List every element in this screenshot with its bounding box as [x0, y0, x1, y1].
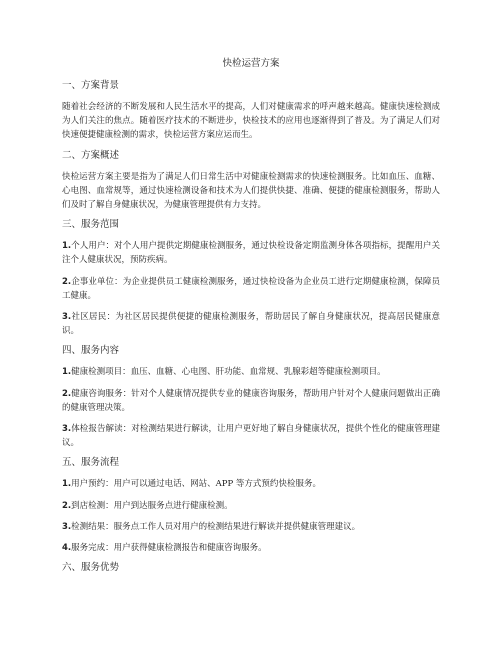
list-text: 体检报告解读：对检测结果进行解读，让用户更好地了解自身健康状况，提供个性化的健康管理建议。: [62, 424, 440, 449]
section-scope: [62, 219, 440, 338]
list-text: 到店检测：用户到达服务点进行健康检测。: [71, 500, 233, 511]
section-background: [62, 80, 440, 143]
section-content: [62, 345, 440, 450]
section-advantages: [62, 562, 440, 574]
section-heading: 五、服务流程: [62, 457, 120, 469]
list-number: 1.: [62, 367, 72, 378]
list-number: 1.: [62, 241, 72, 252]
list-number: 2.: [62, 500, 72, 511]
list-number: 4.: [62, 543, 72, 554]
list-item: [62, 477, 440, 491]
list-number: 2.: [62, 388, 72, 399]
paragraph: [62, 170, 440, 213]
document-title: 快检运营方案: [222, 58, 280, 69]
section-heading: 四、服务内容: [62, 345, 120, 357]
paragraph-text: 快检运营方案主要是指为了满足人们日常生活中对健康检测需求的快速检测服务。比如血压、血糖、心电图、血常规等，通过快速检测设备和技术为人们提供快捷、准确、便捷的健康检测服务，帮助人们及时了解自身健康状况，为健康管理提供有力支持。: [62, 171, 440, 211]
list-text: 企事业单位：为企业提供员工健康检测服务，通过快检设备为企业员工进行定期健康检测，保障员工健康。: [62, 276, 440, 301]
list-text: 个人用户：对个人用户提供定期健康检测服务，通过快检设备定期监测身体各项指标，提醒用户关注个人健康状况，预防疾病。: [62, 241, 440, 266]
list-item: [62, 275, 440, 303]
list-number: 3.: [62, 521, 72, 532]
section-heading: 三、服务范围: [62, 219, 120, 231]
list-item: [62, 541, 440, 555]
list-item: [62, 422, 440, 450]
list-number: 3.: [62, 424, 72, 435]
list-number: 1.: [62, 479, 72, 490]
list-text: 社区居民：为社区居民提供便捷的健康检测服务，帮助居民了解自身健康状况，提高居民健康意识。: [62, 312, 440, 337]
section-process: [62, 457, 440, 555]
list-item: [62, 365, 440, 379]
list-number: 2.: [62, 276, 72, 287]
section-heading: 一、方案背景: [62, 80, 120, 91]
list-text: 用户预约：用户可以通过电话、网站、APP 等方式预约快检服务。: [71, 479, 321, 490]
list-item: [62, 310, 440, 338]
section-overview: [62, 150, 440, 213]
list-item: [62, 499, 440, 513]
paragraph-text: 随着社会经济的不断发展和人民生活水平的提高，人们对健康需求的呼声越来越高。健康快速检测成为人们关注的焦点。随着医疗技术的不断进步，快检技术的应用也逐渐得到了普及。为了满足人们对快速便捷健康检测的需求，快检运营方案应运而生。: [62, 102, 440, 141]
list-text: 健康咨询服务：针对个人健康情况提供专业的健康咨询服务，帮助用户针对个人健康问题做出正确的健康管理决策。: [62, 388, 440, 413]
list-number: 3.: [62, 312, 72, 323]
paragraph: [62, 100, 440, 143]
list-item: [62, 387, 440, 415]
list-item: [62, 520, 440, 534]
list-text: 服务完成：用户获得健康检测报告和健康咨询服务。: [71, 543, 267, 554]
list-text: 健康检测项目：血压、血糖、心电图、肝功能、血常规、乳腺彩超等健康检测项目。: [71, 367, 386, 378]
section-heading: 二、方案概述: [62, 149, 120, 161]
list-item: [62, 239, 440, 267]
section-heading: 六、服务优势: [62, 562, 120, 574]
list-text: 检测结果：服务点工作人员对用户的检测结果进行解读并提供健康管理建议。: [71, 521, 361, 532]
